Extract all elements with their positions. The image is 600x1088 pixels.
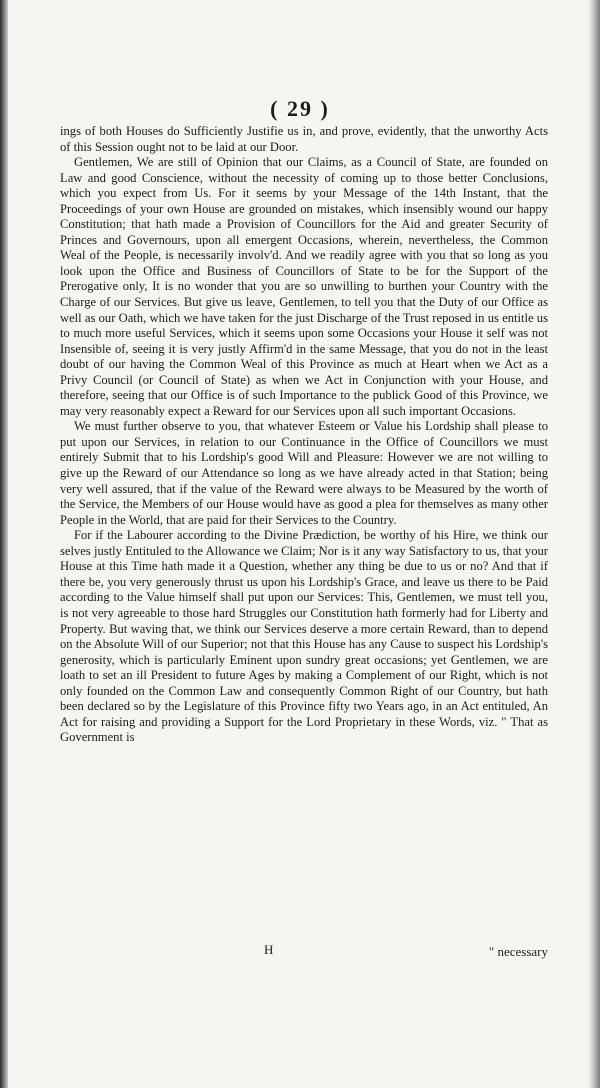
- page-right-edge-shadow: [588, 0, 600, 1088]
- paragraph-continuation: ings of both Houses do Sufficiently Justifie us in, and prove, evidently, that the unworthy Acts of this Session ought not to be laid at our Door.: [60, 124, 548, 154]
- signature-mark: H: [264, 942, 274, 957]
- paragraph: We must further observe to you, that whatever Esteem or Value his Lordship shall please to put upon our Services, in relation to our Continuance in the Office of Councillors we must entirely Submit that to his Lordship's good Will and Pleasure: However we are not willing to give up the Reward of our Attendance so long as we have already acted in that Station; being very well assured, that if the value of the Reward were always to be Measured by the worth of the Service, the Members of our House would have as good a plea for themselves as many other People in the World, that are paid for their Services to the Country.: [60, 419, 548, 527]
- body-text: [60, 124, 548, 746]
- paragraph: Gentlemen, We are still of Opinion that our Claims, as a Council of State, are founded on Law and good Conscience, without the necessity of coming up to those better Conclusions, which you expect from Us. For it seems by your Message of the 14th Instant, that the Proceedings of your own House are grounded on mistakes, which insensibly wound our happy Constitution; that hath made a Provision of Councillors for the Aid and greater Security of Princes and Governours, upon all emergent Occasions, wherein, nevertheless, the Common Weal of the People, is necessarily involv'd. And we readily agree with you that so long as you look upon the Office and Business of Councillors of State to be for the Support of the Prerogative only, It is no wonder that you are so unwilling to burthen your Country with the Charge of our Services. But give us leave, Gentlemen, to tell you that the Duty of our Office as well as our Oath, which we have taken for the just Discharge of the Trust reposed in us entitle us to much more useful Services, which it seems upon some Occasions your House it self was not Insensible of, seeing it is very justly Affirm'd in the same Message, that you do not in the least doubt of our having the Common Weal of this Province as much at Heart when we Act as a Privy Council (or Council of State) as when we Act in Conjunction with your House, and therefore, seeing that our Office is of such Importance to the publick Good of this Province, we may very reasonably expect a Reward for our Services upon all such important Occasions.: [60, 155, 548, 418]
- page-number: ( 29 ): [270, 96, 330, 121]
- page-footer: [60, 942, 548, 964]
- paragraph: For if the Labourer according to the Divine Prædiction, be worthy of his Hire, we think our selves justly Entituled to the Allowance we Claim; Nor is it any way Satisfactory to us, that your House at this Time hath made it a Question, whether any thing be due to us or no? And that if there be, you very generously thrust us upon his Lordship's Grace, and leave us there to be Paid according to the Value himself shall put upon our Services: This, Gentlemen, we must tell you, is not very agreeable to those hard Struggles our Constitution hath formerly had for Liberty and Property. But waving that, we think our Services deserve a more certain Reward, than to depend on the Absolute Will of our Superior; not that this House has any Cause to suspect his Lordship's generosity, which is particularly Eminent upon sundry great occasions; yet Gentlemen, we are loath to set an ill President to future Ages by making a Complement of our Right, which is not only founded on the Common Law and consequently Common Right of our Country, but hath been declared so by the Legislature of this Province fifty two Years ago, in an Act entituled, An Act for raising and providing a Support for the Lord Proprietary in these Words, viz. " That as Government is: [60, 528, 548, 745]
- catchword: " necessary: [488, 944, 548, 959]
- page-left-edge-shadow: [0, 0, 8, 1088]
